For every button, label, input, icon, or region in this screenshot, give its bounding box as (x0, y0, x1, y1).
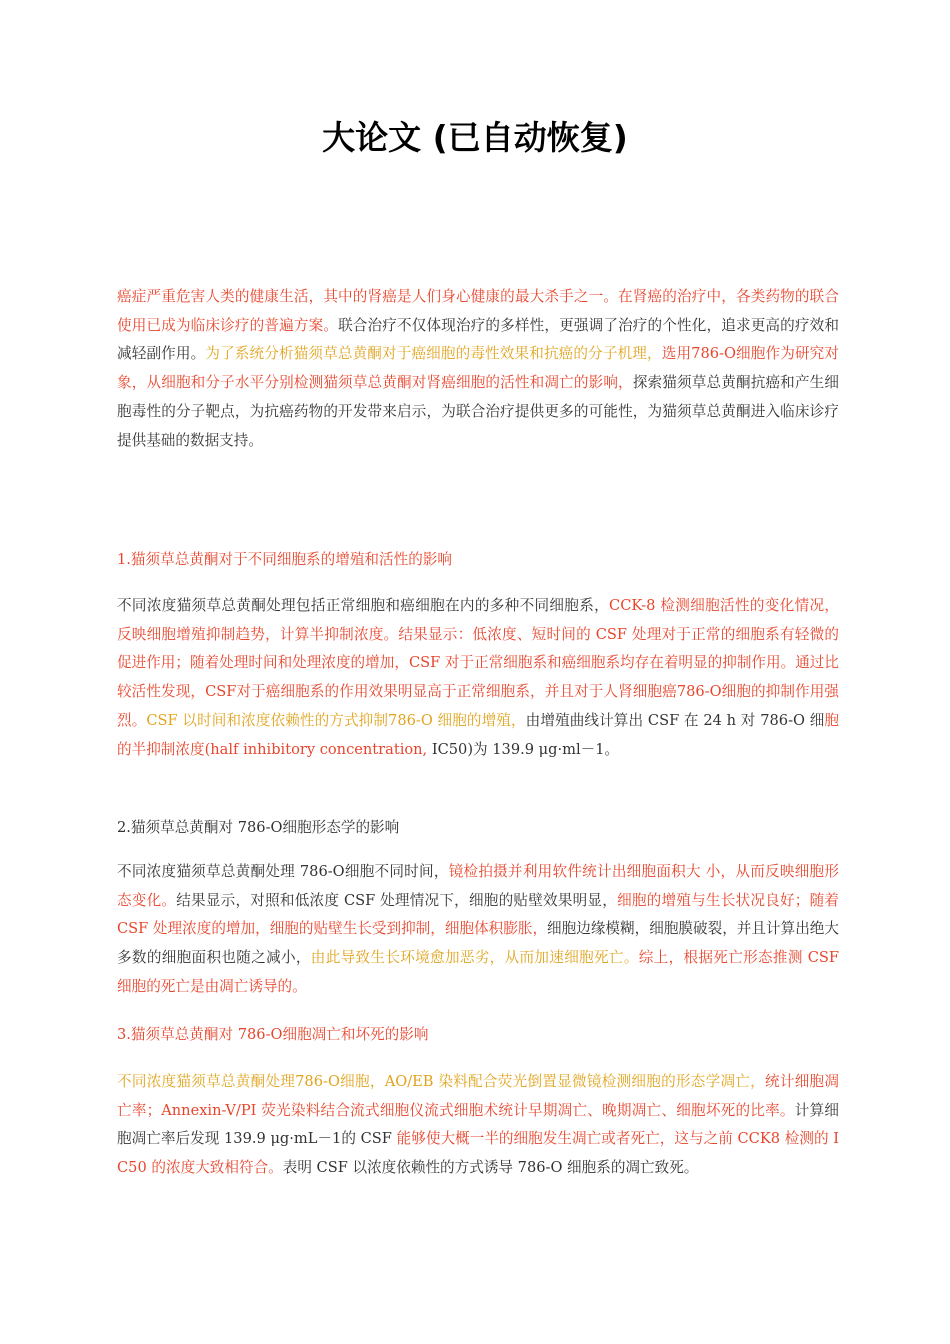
intro-paragraph (117, 283, 839, 455)
section-2-paragraph (117, 858, 839, 1002)
intro-sentence-4: 为了系统分析猫须草总黄酮对于癌细胞的毒性效果和抗癌的分子机理， (205, 345, 662, 363)
section-1-sentence-6: IC50)为 139.9 μg·ml－1。 (427, 740, 620, 758)
section-3-sentence-1: 不同浓度猫须草总黄酮处理786-O细胞，AO/EB 染料配合荧光倒置显微镜检测细胞的形态学凋亡， (117, 1073, 765, 1090)
section-1-paragraph (117, 592, 839, 764)
section-3-sentence-5: 表明 CSF 以浓度依赖性的方式诱导 786-O 细胞系的凋亡致死。 (282, 1159, 699, 1177)
intro-sentence-1: 癌症严重危害人类的健康生活，其中的肾癌是人们身心健康的最大杀手之一。在肾癌的治疗中， (117, 288, 736, 305)
section-2-sentence-2: 镜检拍摄并利用软件统计出细胞面积大 小，从而反映细胞形态变化。 (117, 863, 839, 909)
section-1-sentence-2: CCK-8 检测细胞活性的变化情况，反映细胞增殖抑制趋势，计算半抑制浓度。结果显示：低浓度、短时间的 CSF 处理对于正常的细胞系有轻微的促进作用；随着处理时间和处理浓度的增加，CSF 对于正常细胞系和癌细胞系均存在着明显的抑制作用。通过比较活性发现，CSF对于癌细胞系的作用效果明显高于正常细胞系，并且对于人肾细胞癌786-O细胞的抑制作用强烈。 (117, 597, 839, 729)
section-1-sentence-5: 胞的半抑制浓度(half inhibitory concentration, (117, 711, 839, 758)
section-1-heading: 1.猫须草总黄酮对于不同细胞系的增殖和活性的影响 (117, 551, 452, 568)
section-1-sentence-3: CSF 以时间和浓度依赖性的方式抑制786-O 细胞的增殖， (146, 711, 526, 729)
section-2-sentence-7: 综上，根据死亡形态推测 CSF 细胞的死亡是由凋亡诱导的。 (117, 949, 839, 995)
section-3-heading: 3.猫须草总黄酮对 786-O细胞凋亡和坏死的影响 (117, 1026, 429, 1043)
intro-sentence-2: 各类药物的联合使用已成为临床诊疗的普遍方案。 (117, 288, 839, 334)
section-2-sentence-1: 不同浓度猫须草总黄酮处理 786-O细胞不同时间， (117, 863, 449, 880)
intro-sentence-3: 联合治疗不仅体现治疗的多样性，更强调了治疗的个性化，追求更高的疗效和减轻副作用。 (117, 316, 839, 363)
section-1-sentence-1: 不同浓度猫须草总黄酮处理包括正常细胞和癌细胞在内的多种不同细胞系， (117, 597, 610, 614)
section-3-sentence-2: 统计细胞凋亡率；Annexin-V/PI 荧光染料结合流式细胞仪流式细胞术统计早期凋亡、晚期凋亡、细胞坏死的比率。 (117, 1073, 839, 1119)
section-3-sentence-4: 能够使大概一半的细胞发生凋亡或者死亡，这与之前 CCK8 检测的 IC50 的浓度大致相符合。 (117, 1130, 839, 1177)
intro-sentence-5: 选用786-O细胞作为研究对象，从细胞和分子水平分别检测猫须草总黄酮对肾癌细胞的活性和凋亡的影响， (117, 345, 839, 392)
section-2-sentence-6: 由此导致生长环境愈加恶劣，从而加速细胞死亡。 (310, 949, 639, 967)
section-2-sentence-4: 细胞的增殖与生长状况良好；随着 CSF 处理浓度的增加，细胞的贴壁生长受到抑制，细胞体积膨胀， (117, 891, 839, 938)
section-2-heading: 2.猫须草总黄酮对 786-O细胞形态学的影响 (117, 819, 400, 836)
intro-sentence-6: 探索猫须草总黄酮抗癌和产生细胞毒性的分子靶点，为抗癌药物的开发带来启示，为联合治疗提供更多的可能性，为猫须草总黄酮进入临床诊疗提供基础的数据支持。 (117, 374, 839, 449)
section-2-sentence-5: 细胞边缘模糊，细胞膜破裂，并且计算出绝大多数的细胞面积也随之减小， (117, 920, 839, 967)
section-1-sentence-4: 由增殖曲线计算出 CSF 在 24 h 对 786-O 细 (525, 711, 825, 729)
section-3-paragraph (117, 1068, 839, 1183)
section-3-sentence-3: 计算细胞凋亡率后发现 139.9 μg·mL－1的 CSF (117, 1101, 839, 1148)
document-title: 大论文 (已自动恢复) (322, 118, 628, 157)
section-2-sentence-3: 结果显示，对照和低浓度 CSF 处理情况下，细胞的贴壁效果明显， (176, 891, 618, 909)
